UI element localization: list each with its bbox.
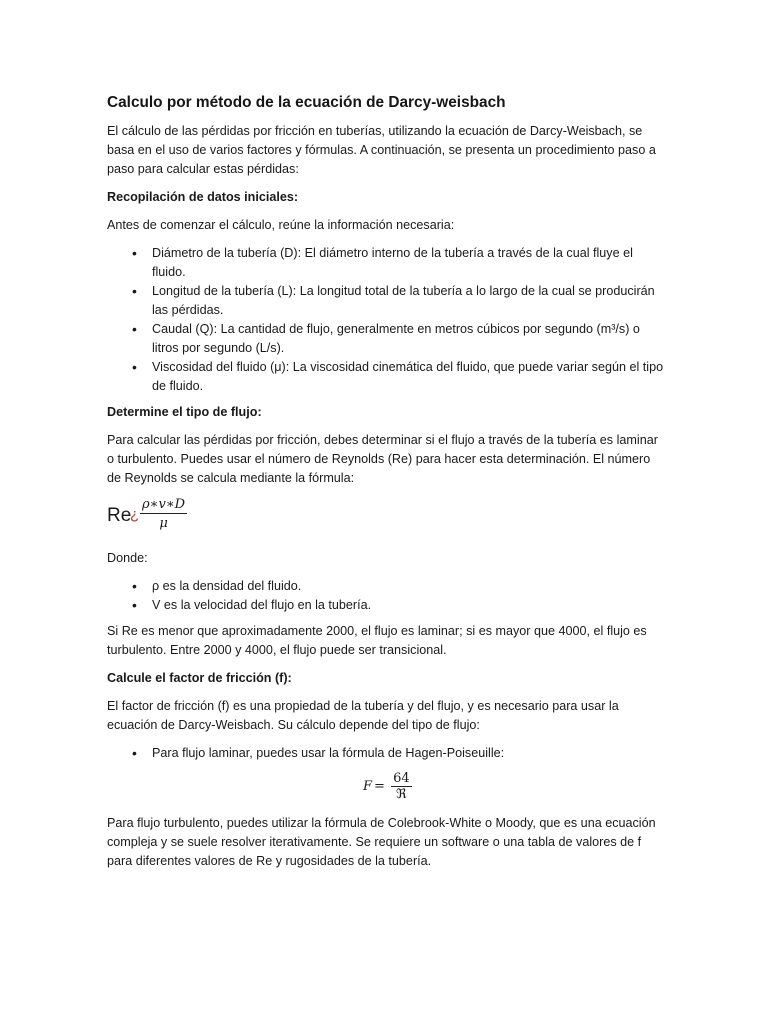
friction-formula-expression [363, 771, 412, 802]
reynolds-denominator: μ [159, 516, 168, 531]
list-item: • Diámetro de la tubería (D): El diámetro interno de la tubería a través de la cual fluye el fluido. [152, 244, 667, 282]
document-body [107, 93, 667, 880]
variables-list [107, 577, 667, 615]
section-heading-datos: Recopilación de datos iniciales: [107, 190, 299, 204]
list-item: • ρ es la densidad del fluido. [152, 577, 667, 596]
list-item: • Para flujo laminar, puedes usar la fórmula de Hagen-Poiseuille: [152, 744, 667, 763]
document-title: Calculo por método de la ecuación de Darcy-weisbach [107, 94, 506, 111]
intro-paragraph: El cálculo de las pérdidas por fricción en tuberías, utilizando la ecuación de Darcy-Weisbach, se basa en el uso de varios factores y fórmulas. A continuación, se presenta un procedimiento paso a paso para calcular estas pérdidas: [107, 124, 656, 176]
friction-numerator: 64 [393, 771, 410, 786]
reynolds-numerator: ρ∗v∗D [142, 497, 186, 512]
friction-formula [107, 771, 667, 805]
section-heading-flujo: Determine el tipo de flujo: [107, 405, 262, 419]
list-item: • V es la velocidad del flujo en la tubería. [152, 596, 667, 615]
data-list [107, 244, 667, 396]
friction-equals: = [374, 779, 385, 794]
list-item: • Caudal (Q): La cantidad de flujo, generalmente en metros cúbicos por segundo (m³/s) o litros por segundo (L/s). [152, 320, 667, 358]
section-text-friccion: El factor de fricción (f) es una propiedad de la tubería y del flujo, y es necesario para usar la ecuación de Darcy-Weisbach. Su cálculo depende del tipo de flujo: [107, 699, 619, 732]
section-text-datos: Antes de comenzar el cálculo, reúne la información necesaria: [107, 218, 455, 232]
friction-lhs: F [363, 779, 373, 794]
friction-denominator: ℜ [396, 787, 407, 802]
laminar-list [107, 744, 667, 763]
reynolds-lhs: Re [107, 505, 132, 526]
list-item: • Viscosidad del fluido (μ): La viscosidad cinemática del fluido, que puede variar según el tipo de fluido. [152, 358, 667, 396]
section-text-flujo: Para calcular las pérdidas por fricción, debes determinar si el flujo a través de la tubería es laminar o turbulento. Puedes usar el número de Reynolds (Re) para hacer esta determinación. El número de Reynolds se calcula mediante la fórmula: [107, 433, 658, 485]
reynolds-formula [107, 497, 667, 543]
turbulent-paragraph: Para flujo turbulento, puedes utilizar la fórmula de Colebrook-White o Moody, que es una ecuación compleja y se suele resolver iterativamente. Se requiere un software o una tabla de valores de f para diferentes valores de Re y rugosidades de la tubería. [107, 816, 656, 868]
reynolds-fraction [140, 497, 187, 531]
list-item: • Longitud de la tubería (L): La longitud total de la tubería a lo largo de la cual se producirán las pérdidas. [152, 282, 667, 320]
flow-regime-paragraph: Si Re es menor que aproximadamente 2000, el flujo es laminar; si es mayor que 4000, el flujo es turbulento. Entre 2000 y 4000, el flujo puede ser transicional. [107, 624, 647, 657]
formula-placeholder-symbol: ¿ [130, 506, 140, 523]
friction-fraction [391, 771, 412, 802]
section-heading-friccion: Calcule el factor de fricción (f): [107, 671, 292, 685]
where-label: Donde: [107, 551, 148, 565]
